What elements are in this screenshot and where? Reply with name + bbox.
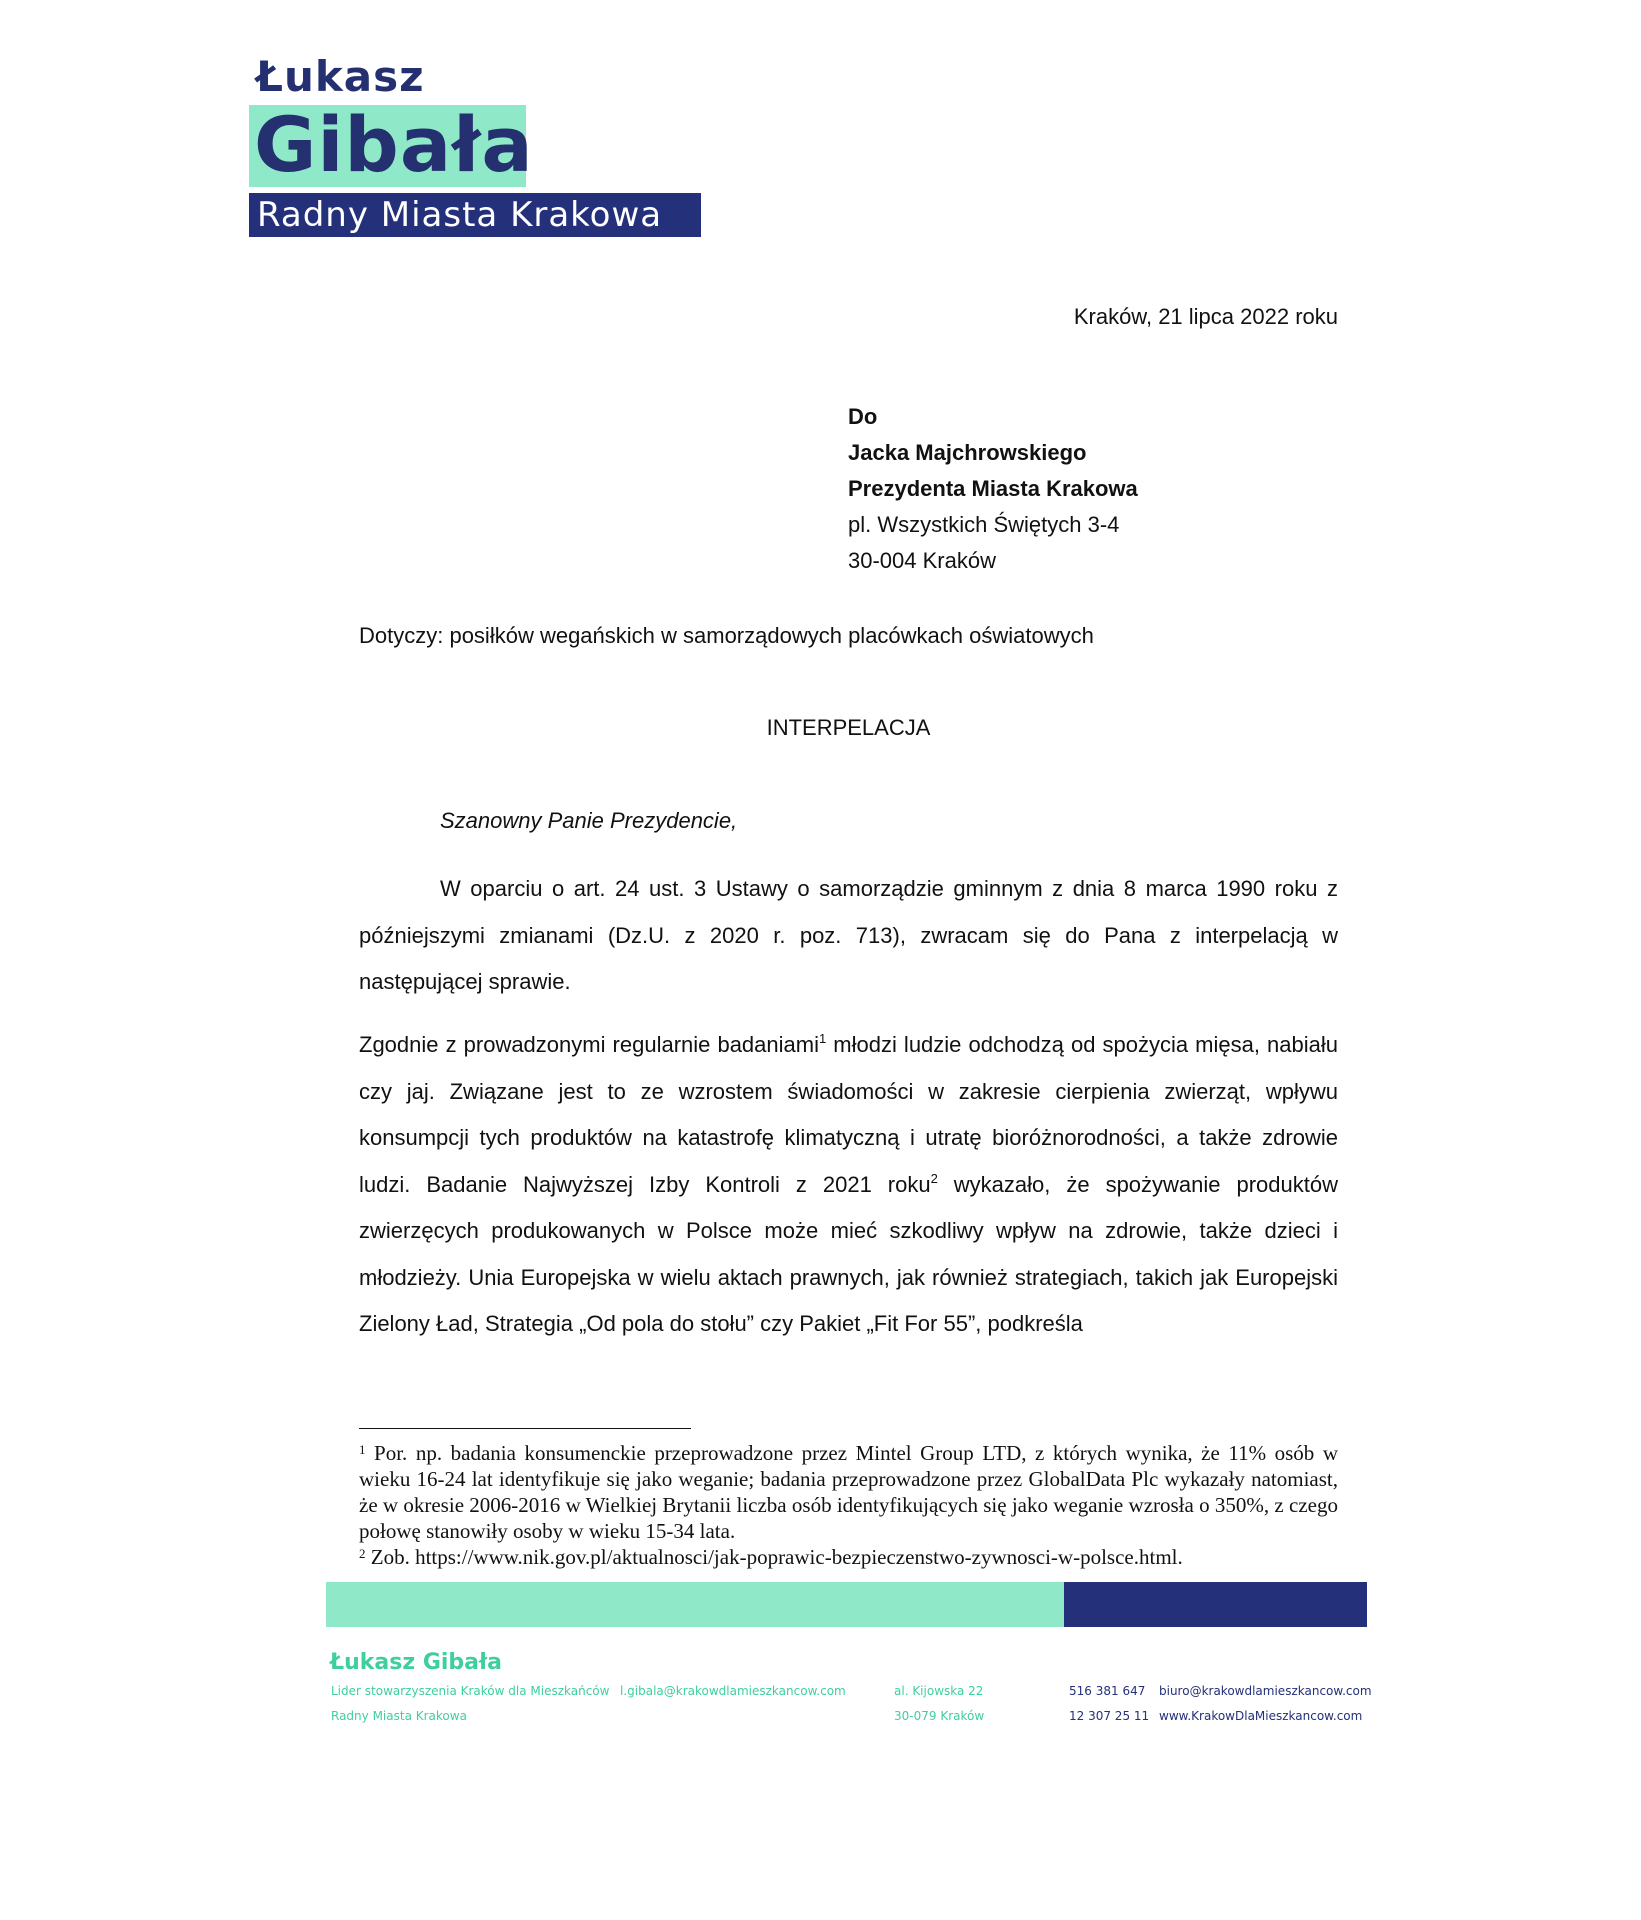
addressee-block — [848, 399, 1138, 579]
footer-role-2: Radny Miasta Krakowa — [331, 1709, 467, 1723]
addressee-line-3: Prezydenta Miasta Krakowa — [848, 476, 1138, 501]
document-heading: INTERPELACJA — [766, 715, 931, 740]
footer-role-1: Lider stowarzyszenia Kraków dla Mieszkańców — [331, 1684, 610, 1698]
footnote-1-text: Por. np. badania konsumenckie przeprowadzone przez Mintel Group LTD, z których wynika, że 11% osób w wieku 16-24 lat identyfikuje się jako weganie; badania przeprowadzone przez GlobalData Plc wykazały natomiast, że w okresie 2006-2016 w Wielkiej Brytanii liczba osób identyfikujących się jako weganie wzrosła o 350%, z czego połowę stanowiły osoby w wieku 15-34 lata. — [359, 1441, 1338, 1543]
footer-bar-mint — [326, 1582, 1064, 1627]
footnote-2-text: Zob. https://www.nik.gov.pl/aktualnosci/jak-poprawic-bezpieczenstwo-zywnosci-w-polsce.html. — [365, 1545, 1183, 1569]
footer-street: al. Kijowska 22 — [894, 1684, 984, 1698]
subject-line: Dotyczy: posiłków wegańskich w samorządowych placówkach oświatowych — [359, 623, 1094, 648]
logo-last-name: Gibała — [254, 100, 534, 189]
addressee-line-2: Jacka Majchrowskiego — [848, 440, 1087, 465]
footer-email-office[interactable]: biuro@krakowdlamieszkancow.com — [1159, 1684, 1372, 1698]
footnote-2-number: 2 — [359, 1546, 366, 1561]
footer-name: Łukasz Gibała — [330, 1650, 503, 1675]
addressee-line-5: 30-004 Kraków — [848, 548, 996, 573]
footer-bar-navy — [1064, 1582, 1367, 1627]
addressee-line-4: pl. Wszystkich Świętych 3-4 — [848, 512, 1120, 537]
footnote-ref-2: 2 — [930, 1170, 938, 1186]
footer-phone-2: 12 307 25 11 — [1069, 1709, 1150, 1723]
footnotes — [359, 1440, 1338, 1570]
addressee-line-1: Do — [848, 404, 878, 429]
footnote-separator — [359, 1428, 691, 1429]
logo-role: Radny Miasta Krakowa — [257, 195, 663, 235]
paragraph-2-text-c: wykazało, że spożywanie produktów zwierzęcych produkowanych w Polsce może mieć szkodliwy wpływ na zdrowie, także dzieci i młodzieży. Unia Europejska w wielu aktach prawnych, jak również strategiach, takich jak Europejski Zielony Ład, Strategia „Od pola do stołu” czy Pakiet „Fit For 55”, podkreśla — [359, 1171, 1338, 1336]
paragraph-2-text-b: młodzi ludzie odchodzą od spożycia mięsa, nabiału czy jaj. Związane jest to ze wzrostem świadomości w zakresie cierpienia zwierząt, wpływu konsumpcji tych produktów na katastrofę klimatyczną i utratę bioróżnorodności, a także zdrowie ludzi. Badanie Najwyższej Izby Kontroli z 2021 roku — [359, 1032, 1338, 1197]
footer-phone-1: 516 381 647 — [1069, 1684, 1146, 1698]
footer-website[interactable]: www.KrakowDlaMieszkancow.com — [1159, 1709, 1363, 1723]
paragraph-2-text-a: Zgodnie z prowadzonymi regularnie badaniami — [359, 1032, 819, 1057]
body-paragraph-1: W oparciu o art. 24 ust. 3 Ustawy o samorządzie gminnym z dnia 8 marca 1990 roku z późniejszymi zmianami (Dz.U. z 2020 r. poz. 713), zwracam się do Pana z interpelacją w następującej sprawie. — [359, 876, 1338, 994]
date-line: Kraków, 21 lipca 2022 roku — [1073, 304, 1338, 329]
body-paragraph-2 — [359, 1022, 1338, 1348]
footer-city: 30-079 Kraków — [894, 1709, 985, 1723]
salutation: Szanowny Panie Prezydencie, — [440, 808, 738, 833]
footnote-1-number: 1 — [359, 1442, 366, 1457]
footnote-ref-1: 1 — [818, 1031, 827, 1046]
logo-first-name: Łukasz — [256, 52, 425, 101]
footnote-1 — [359, 1440, 1338, 1544]
footnote-2 — [359, 1544, 1338, 1570]
footer-email-personal[interactable]: l.gibala@krakowdlamieszkancow.com — [620, 1684, 846, 1698]
